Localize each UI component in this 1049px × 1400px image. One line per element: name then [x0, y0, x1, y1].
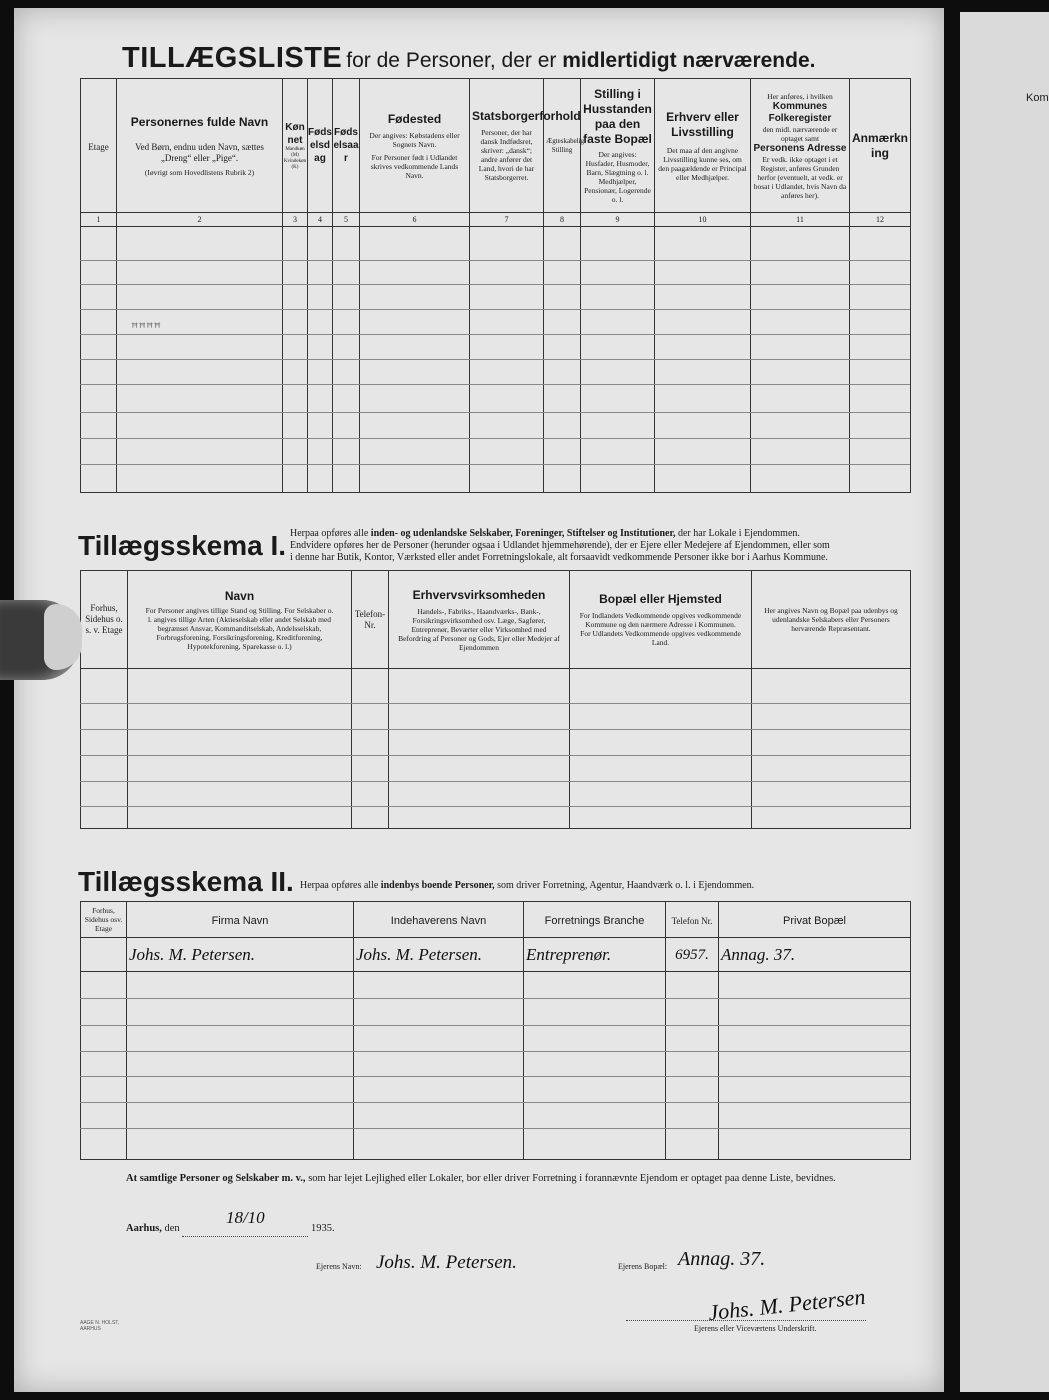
main-num-3: 3 — [283, 213, 308, 227]
schema1-intro — [290, 528, 912, 564]
footer-ejer-navn: Johs. M. Petersen. — [376, 1252, 517, 1273]
schema1-rule — [80, 755, 910, 756]
main-col-kon — [283, 79, 308, 213]
main-col-stilling-title: Stilling i Husstanden paa den faste Bopæl — [583, 87, 652, 146]
schema2-rule — [80, 1128, 910, 1129]
schema1-col-bopael-title: Bopæl eller Hjemsted — [599, 592, 722, 606]
main-rule — [80, 284, 910, 285]
main-col-navn-title: Personernes fulde Navn — [130, 114, 269, 129]
main-header-row — [81, 79, 911, 213]
main-col-adresse-title1: Kommunes Folkeregister — [768, 100, 832, 124]
footer-den: den — [164, 1223, 180, 1234]
schema2-col-tlf-label: Telefon Nr. — [671, 915, 713, 926]
main-rule — [80, 438, 910, 439]
main-col-adresse-title2: Personens Adresse — [753, 142, 847, 154]
main-col-anm — [850, 79, 911, 213]
schema1-col-tlf — [352, 571, 389, 669]
schema1-cell — [352, 669, 389, 829]
schema1-rule — [80, 729, 910, 730]
main-rule — [80, 334, 910, 335]
schema2-col-indehaver-label: Indehaverens Navn — [390, 914, 487, 927]
schema1-col-bopael — [570, 571, 752, 669]
schema1-col-erhverv-title: Erhvervsvirksomheden — [412, 587, 546, 602]
main-col-fodested-sub2: For Personer født i Udlandet skrives vedkommende Lands Navn. — [370, 152, 459, 180]
schema1-rule — [80, 703, 910, 704]
schema2-header-row — [81, 902, 911, 938]
footer-date-line — [126, 1208, 335, 1237]
main-col-adresse-sub: Er vedk. ikke optaget i et Register, anføres Grunden herfor (eventuelt, at vedk. er bosat i Udlandet, hvis Navn da anføres her). — [753, 154, 847, 200]
main-rule — [80, 412, 910, 413]
entry-branche: Entreprenør. — [526, 944, 612, 964]
main-col-etage-label: Etage — [88, 141, 109, 152]
schema2-col-bopael-label: Privat Bopæl — [783, 914, 846, 927]
main-col-adresse-mid: den midl. nærværende er optaget samt — [762, 124, 838, 143]
schema1-intro-c: der har Lokale i Ejendommen. — [677, 528, 800, 539]
footer-signature: Johs. M. Petersen — [707, 1283, 867, 1326]
main-col-etage — [81, 79, 117, 213]
main-col-fodested — [360, 79, 470, 213]
footer-statement-bold: At samtlige Personer og Selskaber m. v., — [126, 1173, 306, 1184]
schema2-cell-bopael — [719, 938, 911, 972]
adjacent-page-text: Kom — [1026, 92, 1049, 104]
entry-bopael: Annag. 37. — [721, 944, 796, 964]
schema2-cell — [81, 938, 127, 972]
schema2-rule — [80, 1076, 910, 1077]
footer-date: 18/10 — [225, 1208, 265, 1227]
main-col-erhverv-title: Erhverv eller Livsstilling — [666, 109, 739, 139]
main-num-11: 11 — [751, 213, 850, 227]
title-rest-bold: midlertidigt nærværende. — [562, 49, 816, 72]
schema1-cell — [570, 669, 752, 829]
schema2-table — [80, 901, 911, 1160]
entry-indehaver: Johs. M. Petersen. — [356, 944, 483, 964]
main-num-2: 2 — [117, 213, 283, 227]
schema2-cell-tlf — [666, 938, 719, 972]
thumb-nail — [44, 604, 82, 670]
main-col-adresse — [751, 79, 850, 213]
title-bold: TILLÆGSLISTE — [122, 42, 343, 74]
main-num-5: 5 — [333, 213, 360, 227]
main-num-10: 10 — [655, 213, 751, 227]
schema1-col-bopael-sub2: For Udlandets Vedkommende opgives vedkommende Land. — [580, 629, 741, 647]
schema1-col-erhverv-sub: Handels-, Fabriks-, Haandværks-, Bank-, Forsikringsvirksomhed osv. Læge, Sagfører, Entreprenør, Beværter eller Virksomhed med Befordring af Personer og Gods, Ejer eller Medejer af Ejendommen — [398, 606, 560, 652]
main-col-fodselsdag — [308, 79, 333, 213]
main-num-8: 8 — [544, 213, 581, 227]
schema2-col-branche — [524, 902, 666, 938]
schema2-col-firma-label: Firma Navn — [211, 914, 269, 927]
schema2-intro-b: indenbys boende Personer, — [380, 880, 495, 891]
main-col-adresse-pre: Her anføres, i hvilken — [767, 91, 833, 101]
main-rule — [80, 384, 910, 385]
main-col-navn-sub1: Ved Børn, endnu uden Navn, sættes „Dreng“ eller „Pige“. — [135, 141, 264, 163]
schema1-cell — [128, 669, 352, 829]
main-rule — [80, 359, 910, 360]
adjacent-page — [960, 12, 1049, 1392]
main-col-erhverv — [655, 79, 751, 213]
main-num-4: 4 — [308, 213, 333, 227]
footer-signature-label: Ejerens eller Viceværtens Underskrift. — [694, 1324, 817, 1333]
schema2-cell — [127, 972, 354, 1160]
title-rest — [346, 49, 815, 72]
schema1-intro-line2: Endvidere opføres her de Personer (herunder ogsaa i Udlandet hjemmehørende), der er Ejere eller Medejere af Ejendommen, eller som — [290, 540, 830, 551]
schema1-col-etage — [81, 571, 128, 669]
schema1-col-repr-label: Her angives Navn og Bopæl paa udenbys og udenlandske Selskabers eller Personers herværende Repræsentant. — [764, 606, 898, 633]
schema1-intro-line3: i denne har Butik, Kontor, Værksted eller andet Forretningslokale, alt forsaavidt vedkommende Personer ikke bor i Aarhus Kommune. — [290, 552, 828, 563]
main-num-7: 7 — [470, 213, 544, 227]
footer-signature-line — [626, 1320, 866, 1321]
main-col-aegte — [544, 79, 585, 213]
main-rule — [80, 260, 910, 261]
schema2-col-bopael — [719, 902, 911, 938]
main-col-navn — [117, 79, 283, 213]
footer-year: 1935. — [310, 1223, 335, 1234]
schema1-body-row — [81, 669, 911, 829]
schema1-header-row — [81, 571, 911, 669]
schema1-title: Tillægsskema I. — [78, 530, 287, 561]
main-num-1: 1 — [81, 213, 117, 227]
schema2-col-etage-label: Forhus, Sidehus osv. Etage — [84, 906, 123, 933]
schema2-cell — [524, 972, 666, 1160]
schema2-col-tlf — [666, 902, 719, 938]
schema1-col-etage-label: Forhus, Sidehus o. s. v. Etage — [85, 603, 123, 635]
schema1-cell — [81, 669, 128, 829]
schema2-title: Tillægsskema II. — [78, 866, 294, 897]
schema1-rule — [80, 781, 910, 782]
schema2-intro — [300, 880, 754, 892]
schema2-entry-row — [81, 938, 911, 972]
title-rest-plain: for de Personer, der er — [346, 49, 557, 72]
main-num-6: 6 — [360, 213, 470, 227]
form-page — [14, 8, 944, 1392]
schema1-col-bopael-sub1: For Indlandets Vedkommende opgives vedkommende Kommune og den nærmere Adresse i Kommunen. — [579, 611, 742, 629]
schema2-body-row — [81, 972, 911, 1160]
schema1-cell — [752, 669, 911, 829]
schema2-cell-indehaver — [354, 938, 524, 972]
schema2-col-branche-label: Forretnings Branche — [544, 914, 645, 927]
footer-ejer-navn-label: Ejerens Navn: — [316, 1262, 362, 1271]
entry-telefon: 6957. — [675, 946, 709, 963]
main-col-stilling — [581, 79, 655, 213]
schema2-intro-a: Herpaa opføres alle — [300, 880, 379, 891]
main-col-erhverv-sub: Det maa af den angivne Livsstilling kunne ses, om den paagældende er Principal eller Medhjælper. — [658, 145, 747, 182]
schema1-intro-a: Herpaa opføres alle — [290, 528, 369, 539]
main-col-kon-title: Kønnet — [285, 121, 305, 146]
faint-mark: ꟸꟸꟸꟸ — [131, 320, 161, 335]
footer-date-field — [182, 1208, 308, 1237]
schema1-table — [80, 570, 911, 829]
main-col-fodselsaar-label: Fødselsaar — [333, 127, 359, 164]
schema2-cell — [81, 972, 127, 1160]
main-rule — [80, 464, 910, 465]
schema2-cell-firma — [127, 938, 354, 972]
schema2-rule — [80, 998, 910, 999]
main-col-fodselsdag-label: Fødselsdag — [308, 127, 332, 164]
schema1-col-navn — [128, 571, 352, 669]
schema2-rule — [80, 1102, 910, 1103]
footer-ejer-bopael: Annag. 37. — [678, 1248, 766, 1270]
main-col-stilling-sub: Der angives: Husfader, Husmoder, Barn, Slægtning o. l. Medhjælper, Pensionær, Logerende o. l. — [584, 150, 651, 204]
main-col-stats-title: Statsborgerforhold — [472, 109, 581, 123]
main-col-fodested-title: Fødested — [387, 111, 442, 126]
main-num-12: 12 — [850, 213, 911, 227]
main-num-9: 9 — [581, 213, 655, 227]
main-table — [80, 78, 911, 493]
main-col-stats-sub: Personer, der har dansk Indfødsret, skriver: „dansk“; andre anfører det Land, hvori de har Statsborgerret. — [478, 128, 535, 182]
footer-statement — [126, 1173, 916, 1184]
footer-place: Aarhus, — [126, 1223, 162, 1234]
footer-ejer-bopael-label: Ejerens Bopæl: — [618, 1262, 668, 1271]
entry-firma: Johs. M. Petersen. — [129, 944, 256, 964]
schema2-cell — [719, 972, 911, 1160]
main-col-navn-sub2: (Iøvrigt som Hovedlistens Rubrik 2) — [144, 167, 255, 177]
form-title — [122, 42, 815, 75]
main-rule — [80, 309, 910, 310]
schema2-cell-branche — [524, 938, 666, 972]
schema2-cell — [666, 972, 719, 1160]
footer-statement-rest: som har lejet Lejlighed eller Lokaler, bor eller driver Forretning i forannævnte Ejendom er optaget paa denne Liste, bevidnes. — [308, 1173, 836, 1184]
schema2-intro-c: som driver Forretning, Agentur, Haandværk o. l. i Ejendommen. — [497, 880, 755, 891]
schema1-col-navn-sub: For Personer angives tillige Stand og Stilling. For Selskaber o. l. angives tillige Arten (Aktieselskab eller andet Selskab med begrænset Ansvar, Kommanditselskab, Andelsselskab, Forbrugsforening, Forsikringsforening, Kreditforening, Hypotekforening, Sparekasse o. l.) — [145, 605, 334, 651]
schema2-col-indehaver — [354, 902, 524, 938]
schema2-col-firma — [127, 902, 354, 938]
schema1-col-erhverv — [389, 571, 570, 669]
schema1-intro-line1 — [290, 528, 912, 540]
schema1-col-navn-title: Navn — [224, 588, 255, 603]
schema2-cell — [354, 972, 524, 1160]
schema2-col-etage — [81, 902, 127, 938]
schema1-col-tlf-label: Telefon-Nr. — [354, 608, 386, 630]
main-col-fodested-sub1: Der angives: Købstadens eller Sognets Navn. — [369, 130, 460, 149]
main-col-kon-sub: Mandkøn (M) Kvindekøn (K) — [283, 146, 307, 170]
main-col-aegte-label: Ægteskabelig Stilling — [546, 136, 585, 154]
footer-printer: AAGE N. HOLST, AARHUS — [80, 1320, 120, 1332]
schema1-col-repr — [752, 571, 911, 669]
schema1-cell — [389, 669, 570, 829]
main-col-anm-label: Anmærkning — [852, 130, 909, 160]
schema2-rule — [80, 1025, 910, 1026]
main-number-row — [81, 213, 911, 227]
main-col-fodselsaar — [333, 79, 360, 213]
schema1-intro-b: inden- og udenlandske Selskaber, Foreninger, Stiftelser og Institutioner, — [370, 528, 676, 539]
schema2-rule — [80, 1051, 910, 1052]
schema1-rule — [80, 806, 910, 807]
